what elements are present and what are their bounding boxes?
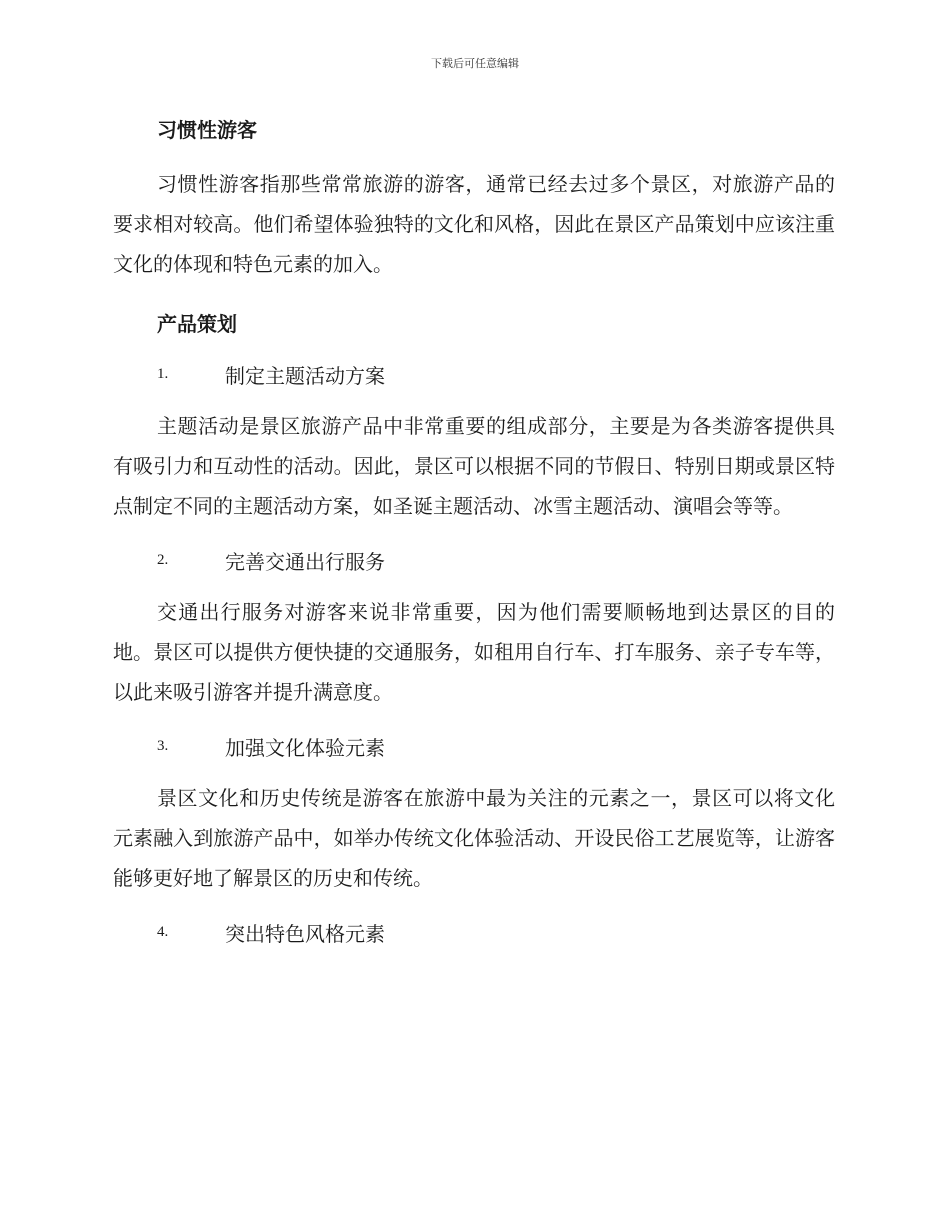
- list-item-2: [113, 540, 835, 580]
- list-number: 1.: [157, 365, 169, 382]
- paragraph-item-3: 景区文化和历史传统是游客在旅游中最为关注的元素之一，景区可以将文化元素融入到旅游产品中，如举办传统文化体验活动、开设民俗工艺展览等，让游客能够更好地了解景区的历史和传统。: [113, 786, 835, 890]
- list-number: 4.: [157, 923, 169, 940]
- paragraph-item-2: 交通出行服务对游客来说非常重要，因为他们需要顺畅地到达景区的目的地。景区可以提供方便快捷的交通服务，如租用自行车、打车服务、亲子专车等，以此来吸引游客并提升满意度。: [113, 600, 835, 704]
- heading-product-planning: 产品策划: [157, 312, 237, 336]
- header-note: 下载后可任意编辑: [431, 57, 519, 70]
- list-item-3: [113, 726, 835, 766]
- list-number: 2.: [157, 551, 169, 568]
- paragraph-item-1: 主题活动是景区旅游产品中非常重要的组成部分，主要是为各类游客提供具有吸引力和互动性的活动。因此，景区可以根据不同的节假日、特别日期或景区特点制定不同的主题活动方案，如圣诞主题活动、冰雪主题活动、演唱会等等。: [113, 414, 835, 518]
- list-number: 3.: [157, 737, 169, 754]
- list-item-4: [113, 912, 835, 952]
- list-title: 制定主题活动方案: [225, 363, 385, 388]
- paragraph-habitual-tourists: 习惯性游客指那些常常旅游的游客，通常已经去过多个景区，对旅游产品的要求相对较高。他们希望体验独特的文化和风格，因此在景区产品策划中应该注重文化的体现和特色元素的加入。: [113, 172, 835, 276]
- list-title: 加强文化体验元素: [225, 735, 385, 760]
- list-title: 突出特色风格元素: [225, 921, 385, 946]
- list-title: 完善交通出行服务: [225, 549, 385, 574]
- heading-habitual-tourists: 习惯性游客: [157, 118, 257, 142]
- document-body: [113, 108, 835, 964]
- list-item-1: [113, 354, 835, 394]
